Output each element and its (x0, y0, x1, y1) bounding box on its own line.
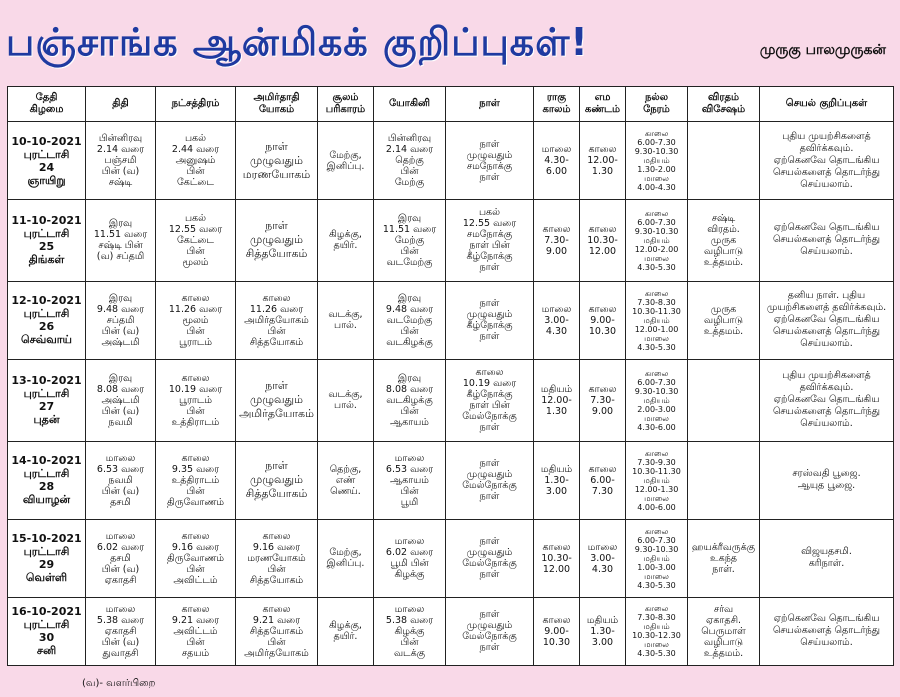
yogini-cell: இரவு 8.08 வரை வடகிழக்கு பின் ஆகாயம் (374, 359, 446, 441)
date-cell: 13-10-2021 புரட்டாசி 27 புதன் (8, 359, 86, 441)
soolam-cell: வடக்கு, பால். (318, 359, 374, 441)
notes-cell: தனிய நாள். புதிய முயற்சிகளைத் தவிர்க்கவும். ஏற்கெனவே தொடங்கிய செயல்களைத் தொடர்ந்து செய்யலாம். (760, 281, 894, 359)
date-cell: 11-10-2021 புரட்டாசி 25 திங்கள் (8, 200, 86, 282)
notes-cell: விஜயதசமி. கரிநாள். (760, 519, 894, 597)
thithi-cell: மாலை 6.02 வரை தசமி பின் (வ) ஏகாதசி (86, 519, 156, 597)
yogam-cell: நாள் முழுவதும் சித்தயோகம் (236, 200, 318, 282)
yogini-cell: பின்னிரவு 2.14 வரை தெற்கு பின் மேற்கு (374, 122, 446, 200)
rahu-cell: காலை 10.30- 12.00 (534, 519, 580, 597)
footnote: (வ)- வளர்பிறை (82, 678, 156, 689)
yogam-cell: காலை 9.16 வரை மரணயோகம் பின் சித்தயோகம் (236, 519, 318, 597)
header (0, 0, 900, 82)
col-header-star: நட்சத்திரம் (156, 87, 236, 122)
nalla-neram-cell: காலை 6.00-7.30 9.30-10.30 மதியம் 1.30-2.00 மாலை 4.00-4.30 (626, 122, 688, 200)
soolam-cell: கிழக்கு, தயிர். (318, 200, 374, 282)
nalla-neram-cell: காலை 7.30-8.30 மதியம் 10.30-12.30 மாலை 4.30-5.30 (626, 597, 688, 665)
rahu-cell: காலை 9.00- 10.30 (534, 597, 580, 665)
panchangam-table (7, 86, 894, 666)
date-cell: 12-10-2021 புரட்டாசி 26 செவ்வாய் (8, 281, 86, 359)
col-header-rahu: ராகு காலம் (534, 87, 580, 122)
yogam-cell: காலை 11.26 வரை அமிர்தயோகம் பின் சித்தயோகம் (236, 281, 318, 359)
star-cell: பகல் 2.44 வரை அனுஷம் பின் கேட்டை (156, 122, 236, 200)
rahu-cell: மதியம் 12.00- 1.30 (534, 359, 580, 441)
table-row (8, 122, 894, 200)
ema-cell: காலை 9.00- 10.30 (580, 281, 626, 359)
soolam-cell: கிழக்கு, தயிர். (318, 597, 374, 665)
table-row (8, 519, 894, 597)
rahu-cell: மாலை 3.00- 4.30 (534, 281, 580, 359)
soolam-cell: வடக்கு, பால். (318, 281, 374, 359)
viratham-cell (688, 441, 760, 519)
star-cell: பகல் 12.55 வரை கேட்டை பின் மூலம் (156, 200, 236, 282)
nalla-neram-cell: காலை 6.00-7.30 9.30-10.30 மதியம் 2.00-3.00 மாலை 4.30-6.00 (626, 359, 688, 441)
soolam-cell: மேற்கு, இனிப்பு. (318, 122, 374, 200)
yogini-cell: இரவு 11.51 வரை மேற்கு பின் வடமேற்கு (374, 200, 446, 282)
yogini-cell: மாலை 6.53 வரை ஆகாயம் பின் பூமி (374, 441, 446, 519)
thithi-cell: மாலை 6.53 வரை நவமி பின் (வ) தசமி (86, 441, 156, 519)
col-header-yogini: யோகினி (374, 87, 446, 122)
ema-cell: காலை 10.30- 12.00 (580, 200, 626, 282)
date-cell: 14-10-2021 புரட்டாசி 28 வியாழன் (8, 441, 86, 519)
viratham-cell: சஷ்டி விரதம். முருக வழிபாடு உத்தமம். (688, 200, 760, 282)
yogini-cell: மாலை 5.38 வரை கிழக்கு பின் வடக்கு (374, 597, 446, 665)
author-name: முருகு பாலமுருகன் (759, 42, 886, 58)
date-cell: 10-10-2021 புரட்டாசி 24 ஞாயிறு (8, 122, 86, 200)
ema-cell: காலை 12.00- 1.30 (580, 122, 626, 200)
yogam-cell: நாள் முழுவதும் சித்தயோகம் (236, 441, 318, 519)
viratham-cell: ஹயக்ரீவருக்கு உகந்த நாள். (688, 519, 760, 597)
date-cell: 15-10-2021 புரட்டாசி 29 வெள்ளி (8, 519, 86, 597)
star-cell: காலை 10.19 வரை பூராடம் பின் உத்திராடம் (156, 359, 236, 441)
col-header-soolam: சூலம் பரிகாரம் (318, 87, 374, 122)
star-cell: காலை 9.21 வரை அவிட்டம் பின் சதயம் (156, 597, 236, 665)
table-row (8, 200, 894, 282)
naal-cell: நாள் முழுவதும் மேல்நோக்கு நாள் (446, 441, 534, 519)
notes-cell: புதிய முயற்சிகளைத் தவிர்க்கவும். ஏற்கெனவே தொடங்கிய செயல்களைத் தொடர்ந்து செய்யலாம். (760, 359, 894, 441)
yogam-cell: நாள் முழுவதும் அமிர்தயோகம் (236, 359, 318, 441)
nalla-neram-cell: காலை 6.00-7.30 9.30-10.30 மதியம் 1.00-3.00 மாலை 4.30-5.30 (626, 519, 688, 597)
yogini-cell: இரவு 9.48 வரை வடமேற்கு பின் வடகிழக்கு (374, 281, 446, 359)
col-header-yogam: அமிர்தாதி யோகம் (236, 87, 318, 122)
ema-cell: மதியம் 1.30- 3.00 (580, 597, 626, 665)
star-cell: காலை 9.35 வரை உத்திராடம் பின் திருவோணம் (156, 441, 236, 519)
viratham-cell (688, 122, 760, 200)
rahu-cell: காலை 7.30- 9.00 (534, 200, 580, 282)
naal-cell: நாள் முழுவதும் கீழ்நோக்கு நாள் (446, 281, 534, 359)
notes-cell: ஏற்கெனவே தொடங்கிய செயல்களைத் தொடர்ந்து செய்யலாம். (760, 597, 894, 665)
rahu-cell: மதியம் 1.30- 3.00 (534, 441, 580, 519)
thithi-cell: இரவு 11.51 வரை சஷ்டி பின் (வ) சப்தமி (86, 200, 156, 282)
rahu-cell: மாலை 4.30- 6.00 (534, 122, 580, 200)
nalla-neram-cell: காலை 7.30-9.30 10.30-11.30 மதியம் 12.00-1.30 மாலை 4.00-6.00 (626, 441, 688, 519)
ema-cell: காலை 6.00- 7.30 (580, 441, 626, 519)
soolam-cell: மேற்கு, இனிப்பு. (318, 519, 374, 597)
viratham-cell (688, 359, 760, 441)
naal-cell: நாள் முழுவதும் சமநோக்கு நாள் (446, 122, 534, 200)
page-title: பஞ்சாங்க ஆன்மிகக் குறிப்புகள்! (6, 20, 589, 64)
nalla-neram-cell: காலை 7.30-8.30 10.30-11.30 மதியம் 12.00-1.00 மாலை 4.30-5.30 (626, 281, 688, 359)
naal-cell: பகல் 12.55 வரை சமநோக்கு நாள் பின் கீழ்நோக்கு நாள் (446, 200, 534, 282)
col-header-thithi: திதி (86, 87, 156, 122)
table-row (8, 281, 894, 359)
col-header-date: தேதி கிழமை (8, 87, 86, 122)
thithi-cell: மாலை 5.38 வரை ஏகாதசி பின் (வ) துவாதசி (86, 597, 156, 665)
notes-cell: சரஸ்வதி பூஜை. ஆயுத பூஜை. (760, 441, 894, 519)
thithi-cell: இரவு 8.08 வரை அஷ்டமி பின் (வ) நவமி (86, 359, 156, 441)
col-header-nalla: நல்ல நேரம் (626, 87, 688, 122)
col-header-naal: நாள் (446, 87, 534, 122)
table-row (8, 441, 894, 519)
naal-cell: காலை 10.19 வரை கீழ்நோக்கு நாள் பின் மேல்நோக்கு நாள் (446, 359, 534, 441)
thithi-cell: பின்னிரவு 2.14 வரை பஞ்சமி பின் (வ) சஷ்டி (86, 122, 156, 200)
viratham-cell: முருக வழிபாடு உத்தமம். (688, 281, 760, 359)
naal-cell: நாள் முழுவதும் மேல்நோக்கு நாள் (446, 597, 534, 665)
col-header-notes: செயல் குறிப்புகள் (760, 87, 894, 122)
naal-cell: நாள் முழுவதும் மேல்நோக்கு நாள் (446, 519, 534, 597)
thithi-cell: இரவு 9.48 வரை சப்தமி பின் (வ) அஷ்டமி (86, 281, 156, 359)
table-row (8, 597, 894, 665)
table-row (8, 359, 894, 441)
col-header-viratham: விரதம் விசேஷம் (688, 87, 760, 122)
soolam-cell: தெற்கு, எண் ணெய். (318, 441, 374, 519)
notes-cell: ஏற்கெனவே தொடங்கிய செயல்களைத் தொடர்ந்து செய்யலாம். (760, 200, 894, 282)
ema-cell: மாலை 3.00- 4.30 (580, 519, 626, 597)
star-cell: காலை 11.26 வரை மூலம் பின் பூராடம் (156, 281, 236, 359)
col-header-ema: எம கண்டம் (580, 87, 626, 122)
header-row (8, 87, 894, 122)
yogini-cell: மாலை 6.02 வரை பூமி பின் கிழக்கு (374, 519, 446, 597)
notes-cell: புதிய முயற்சிகளைத் தவிர்க்கவும். ஏற்கெனவே தொடங்கிய செயல்களைத் தொடர்ந்து செய்யலாம். (760, 122, 894, 200)
date-cell: 16-10-2021 புரட்டாசி 30 சனி (8, 597, 86, 665)
yogam-cell: நாள் முழுவதும் மரணயோகம் (236, 122, 318, 200)
star-cell: காலை 9.16 வரை திருவோணம் பின் அவிட்டம் (156, 519, 236, 597)
ema-cell: காலை 7.30- 9.00 (580, 359, 626, 441)
nalla-neram-cell: காலை 6.00-7.30 9.30-10.30 மதியம் 12.00-2.00 மாலை 4.30-5.30 (626, 200, 688, 282)
yogam-cell: காலை 9.21 வரை சித்தயோகம் பின் அமிர்தயோகம் (236, 597, 318, 665)
viratham-cell: சர்வ ஏகாதசி. பெருமாள் வழிபாடு உத்தமம். (688, 597, 760, 665)
